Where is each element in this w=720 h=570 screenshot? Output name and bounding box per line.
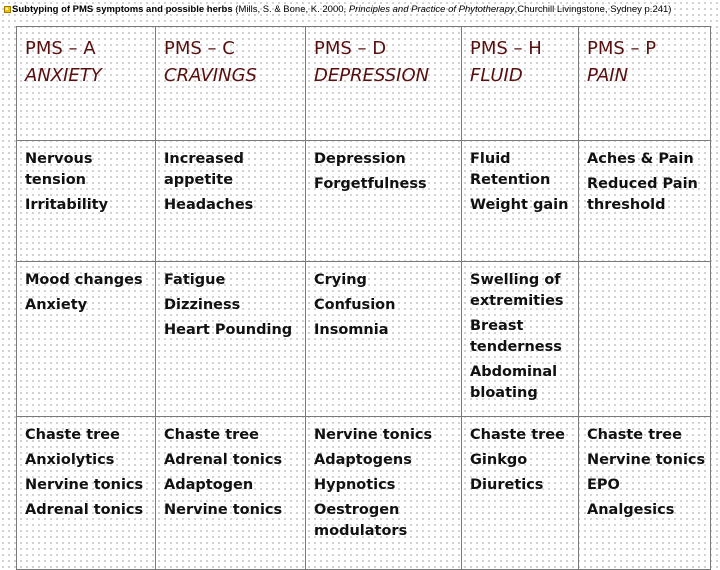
cell-item: Fatigue [164,272,226,288]
table-cell [579,417,711,570]
cell-item: Aches & Pain [587,151,694,167]
header-cell-pms-d [306,27,462,141]
cell-item: Headaches [164,197,254,213]
header-code: PMS – H [470,38,542,59]
header-name: PAIN [587,65,629,86]
header-code: PMS – D [314,38,387,59]
cell-item: Nervine tonics [25,477,144,493]
caption-book-title: Principles and Practice of Phytotherapy [348,4,515,15]
symptoms-row-1 [17,141,711,262]
gold-square-bullet-icon [4,6,11,13]
cell-item: Confusion [314,297,396,313]
header-code: PMS – C [164,38,235,59]
cell-item: Nervine tonics [314,427,433,443]
herbs-row [17,417,711,570]
cell-item: Analgesics [587,502,675,518]
header-name: ANXIETY [25,65,102,86]
cell-item: Ginkgo [470,452,528,468]
cell-item: Mood changes [25,272,143,288]
table-cell [156,262,306,417]
cell-item: Depression [314,151,406,167]
table-cell [306,141,462,262]
table-cell [17,141,156,262]
pms-subtype-table [16,26,711,570]
cell-item: Weight gain [470,197,569,213]
cell-item: Chaste tree [25,427,120,443]
cell-item: Chaste tree [470,427,565,443]
cell-item: Diuretics [470,477,544,493]
cell-item: Anxiolytics [25,452,115,468]
header-name: FLUID [470,65,523,86]
cell-item: EPO [587,477,620,493]
cell-item: Oestrogen modulators [314,502,408,539]
table-cell [17,262,156,417]
caption-citation-part-1: (Mills, S. & Bone, K. 2000, [232,4,349,15]
header-cell-pms-p [579,27,711,141]
cell-item: Adrenal tonics [25,502,144,518]
table-cell [306,262,462,417]
header-cell-pms-c [156,27,306,141]
header-cell-pms-h [462,27,579,141]
cell-item: Breast tenderness [470,318,562,355]
table-cell [17,417,156,570]
cell-item: Crying [314,272,367,288]
cell-item: Nervine tonics [587,452,706,468]
cell-item: Swelling of extremities [470,272,564,309]
header-code: PMS – P [587,38,657,59]
cell-item: Reduced Pain threshold [587,176,698,213]
caption-citation-part-2: ,Churchill Livingstone, Sydney p.241) [514,4,672,15]
caption-title: Subtyping of PMS symptoms and possible herbs [12,4,233,15]
table-cell [462,262,579,417]
cell-item: Adaptogen [164,477,254,493]
cell-item: Fluid Retention [470,151,551,188]
header-name: DEPRESSION [314,65,430,86]
symptoms-row-2 [17,262,711,417]
cell-item: Insomnia [314,322,389,338]
cell-item: Increased appetite [164,151,244,188]
header-code: PMS – A [25,38,96,59]
table-cell [306,417,462,570]
cell-item: Heart Pounding [164,322,293,338]
cell-item: Irritability [25,197,109,213]
cell-item: Adaptogens [314,452,412,468]
table-cell [462,417,579,570]
cell-item: Nervine tonics [164,502,283,518]
header-cell-pms-a [17,27,156,141]
table-cell [156,141,306,262]
cell-item: Hypnotics [314,477,396,493]
cell-item: Anxiety [25,297,88,313]
cell-item: Chaste tree [164,427,259,443]
table-cell [579,141,711,262]
cell-item: Adrenal tonics [164,452,283,468]
table-cell-empty [579,262,711,417]
slide-caption [4,3,720,19]
cell-item: Chaste tree [587,427,682,443]
table-cell [462,141,579,262]
cell-item: Nervous tension [25,151,93,188]
header-name: CRAVINGS [164,65,257,86]
cell-item: Forgetfulness [314,176,427,192]
cell-item: Dizziness [164,297,241,313]
table-cell [156,417,306,570]
cell-item: Abdominal bloating [470,364,558,401]
